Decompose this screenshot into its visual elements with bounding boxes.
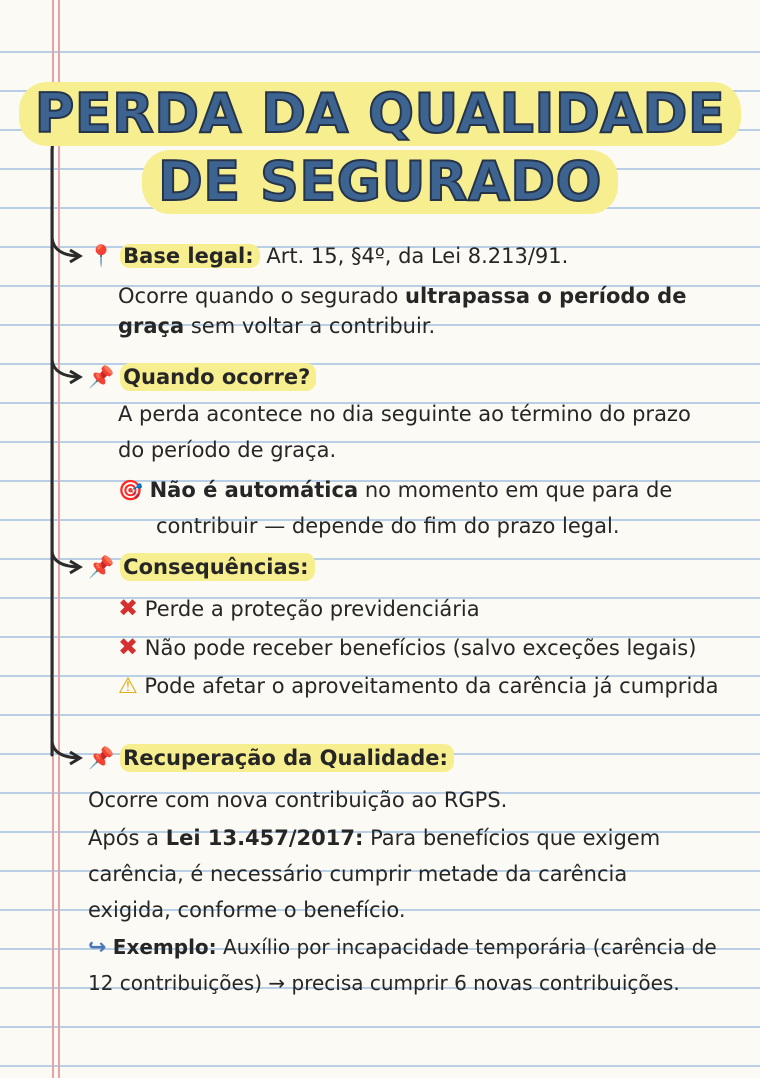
curved-arrow-icon: ↪ (88, 935, 107, 960)
round-pushpin-icon: 📍 (88, 244, 115, 268)
target-icon: 🎯 (118, 478, 143, 502)
cross-mark-icon: ✖ (118, 594, 139, 622)
base-legal-line-1: Ocorre quando o segurado ultrapassa o período de (118, 284, 687, 308)
pushpin-icon: 📌 (88, 555, 115, 579)
section-base-legal (88, 242, 568, 270)
quando-label: Quando ocorre? (120, 363, 316, 391)
warning-icon: ⚠ (118, 674, 138, 699)
pushpin-icon: 📌 (88, 746, 115, 770)
section-recuperacao (88, 744, 454, 772)
recuperacao-line-1: Ocorre com nova contribuição ao RGPS. (88, 788, 508, 812)
title-line-2: DE SEGURADO (142, 150, 618, 214)
list-item: ✖ Perde a proteção previdenciária (118, 594, 480, 622)
page-title (0, 82, 760, 214)
consequencias-label: Consequências: (120, 553, 314, 581)
recuperacao-label: Recuperação da Qualidade: (120, 744, 454, 772)
quando-line-2: do período de graça. (118, 438, 337, 462)
quando-note-line-2: contribuir — depende do fim do prazo legal. (156, 514, 620, 538)
base-legal-line-2: graça sem voltar a contribuir. (118, 314, 436, 338)
recuperacao-line-2: Após a Lei 13.457/2017: Para benefícios que exigem (88, 826, 661, 850)
example-line-1: ↪ Exemplo: Auxílio por incapacidade temporária (carência de (88, 935, 717, 960)
section-consequencias (88, 553, 315, 581)
list-item: ✖ Não pode receber benefícios (salvo exceções legais) (118, 633, 697, 661)
cross-mark-icon: ✖ (118, 633, 139, 661)
base-legal-ref: Art. 15, §4º, da Lei 8.213/91. (266, 244, 569, 268)
title-line-1: PERDA DA QUALIDADE (19, 82, 742, 146)
example-line-2: 12 contribuições) → precisa cumprir 6 novas contribuições. (88, 971, 680, 995)
recuperacao-line-3: carência, é necessário cumprir metade da carência (88, 862, 628, 886)
pushpin-icon: 📌 (88, 365, 115, 389)
section-quando-ocorre (88, 363, 316, 391)
quando-note-line-1: 🎯 Não é automática no momento em que para de (118, 478, 673, 502)
list-item: ⚠ Pode afetar o aproveitamento da carência já cumprida (118, 674, 719, 699)
recuperacao-line-4: exigida, conforme o benefício. (88, 898, 406, 922)
base-legal-label: Base legal: (120, 244, 259, 268)
quando-line-1: A perda acontece no dia seguinte ao término do prazo (118, 402, 691, 426)
